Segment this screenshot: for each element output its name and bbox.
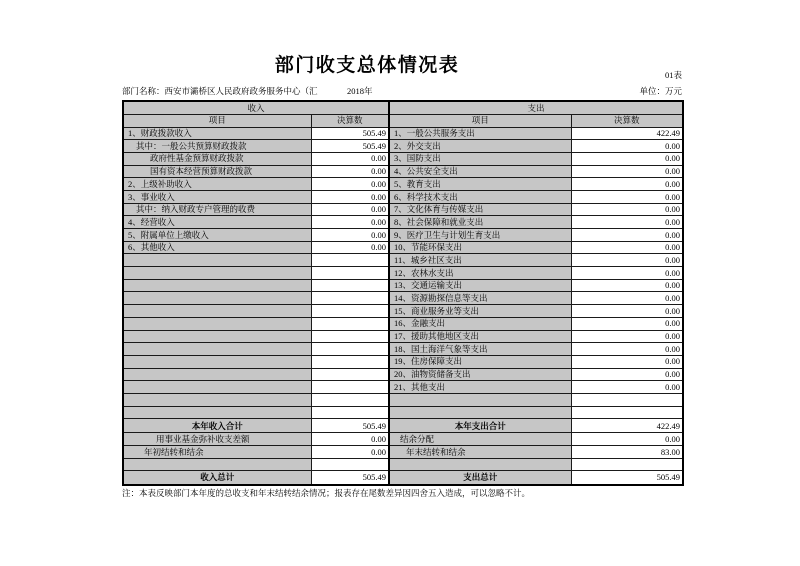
table-row	[123, 165, 683, 178]
table-row	[123, 241, 683, 254]
meta-line	[122, 85, 682, 98]
income-item-cell	[123, 267, 311, 280]
table-row	[123, 127, 683, 140]
expense-amount-cell	[571, 393, 683, 406]
table-row	[123, 152, 683, 165]
income-item-cell	[123, 406, 311, 419]
table-row	[123, 203, 683, 216]
income-item-cell: 本年收入合计	[123, 419, 311, 433]
income-amount-cell: 0.00	[311, 203, 389, 216]
expense-item-cell: 6、科学技术支出	[389, 190, 571, 203]
table-row	[123, 254, 683, 267]
table-row	[123, 140, 683, 153]
expense-item-cell: 17、援助其他地区支出	[389, 330, 571, 343]
expense-item-cell: 年末结转和结余	[389, 446, 571, 459]
income-amount-cell: 0.00	[311, 190, 389, 203]
income-item-column-header: 项目	[123, 114, 311, 127]
income-amount-cell	[311, 381, 389, 394]
income-amount-cell: 0.00	[311, 229, 389, 242]
expense-amount-cell: 0.00	[571, 279, 683, 292]
income-amount-column-header: 决算数	[311, 114, 389, 127]
expense-amount-cell: 0.00	[571, 267, 683, 280]
expense-item-cell: 4、公共安全支出	[389, 165, 571, 178]
department-name: 部门名称：西安市灞桥区人民政府政务服务中心（汇	[122, 86, 318, 96]
income-item-cell: 国有资本经营预算财政拨款	[123, 165, 311, 178]
income-item-cell	[123, 254, 311, 267]
income-amount-cell	[311, 393, 389, 406]
income-amount-cell	[311, 267, 389, 280]
income-amount-cell	[311, 330, 389, 343]
income-item-cell: 其中：纳入财政专户管理的收费	[123, 203, 311, 216]
expense-item-cell	[389, 406, 571, 419]
expense-item-cell: 1、一般公共服务支出	[389, 127, 571, 140]
income-amount-cell: 505.49	[311, 419, 389, 433]
expense-amount-cell: 0.00	[571, 292, 683, 305]
table-row	[123, 393, 683, 406]
expense-item-cell: 18、国土海洋气象等支出	[389, 343, 571, 356]
income-item-cell: 年初结转和结余	[123, 446, 311, 459]
expense-amount-cell: 0.00	[571, 355, 683, 368]
table-number: 01表	[664, 70, 682, 80]
expense-amount-cell: 0.00	[571, 381, 683, 394]
unit-label: 单位：万元	[639, 86, 682, 96]
income-item-cell	[123, 305, 311, 318]
income-item-cell	[123, 368, 311, 381]
expense-amount-cell: 0.00	[571, 305, 683, 318]
expense-amount-cell: 0.00	[571, 140, 683, 153]
expense-amount-cell: 0.00	[571, 330, 683, 343]
income-item-cell	[123, 458, 311, 471]
income-amount-cell	[311, 368, 389, 381]
expense-amount-cell: 0.00	[571, 203, 683, 216]
income-item-cell: 4、经营收入	[123, 216, 311, 229]
expense-item-column-header: 项目	[389, 114, 571, 127]
expense-amount-cell: 505.49	[571, 471, 683, 485]
income-amount-cell: 0.00	[311, 433, 389, 446]
expense-amount-cell: 0.00	[571, 241, 683, 254]
expense-amount-cell: 0.00	[571, 368, 683, 381]
expense-item-cell: 7、文化体育与传媒支出	[389, 203, 571, 216]
table-row	[123, 343, 683, 356]
expense-item-cell: 20、油物资储备支出	[389, 368, 571, 381]
income-amount-cell: 0.00	[311, 446, 389, 459]
income-item-cell	[123, 381, 311, 394]
table-row	[123, 406, 683, 419]
income-amount-cell	[311, 305, 389, 318]
summary-row	[123, 471, 683, 485]
expense-amount-cell: 0.00	[571, 433, 683, 446]
expense-amount-cell: 0.00	[571, 165, 683, 178]
expense-item-cell: 8、社会保障和就业支出	[389, 216, 571, 229]
income-amount-cell	[311, 317, 389, 330]
expense-amount-cell: 422.49	[571, 127, 683, 140]
table-row	[123, 355, 683, 368]
expense-section-header: 支出	[389, 101, 683, 114]
income-section-header: 收入	[123, 101, 389, 114]
table-row	[123, 292, 683, 305]
income-amount-cell	[311, 355, 389, 368]
expense-item-cell: 3、国防支出	[389, 152, 571, 165]
expense-item-cell: 支出总计	[389, 471, 571, 485]
table-row	[123, 229, 683, 242]
income-amount-cell	[311, 458, 389, 471]
table-row	[123, 317, 683, 330]
expense-amount-cell: 0.00	[571, 229, 683, 242]
table-row	[123, 267, 683, 280]
expense-item-cell	[389, 393, 571, 406]
income-item-cell	[123, 393, 311, 406]
expense-amount-cell: 0.00	[571, 178, 683, 191]
income-amount-cell: 505.49	[311, 140, 389, 153]
table-row	[123, 216, 683, 229]
expense-amount-cell: 0.00	[571, 254, 683, 267]
expense-amount-cell: 0.00	[571, 190, 683, 203]
expense-amount-cell: 0.00	[571, 216, 683, 229]
table-row	[123, 279, 683, 292]
expense-amount-cell	[571, 458, 683, 471]
income-item-cell: 用事业基金弥补收支差额	[123, 433, 311, 446]
income-item-cell: 5、附属单位上缴收入	[123, 229, 311, 242]
expense-item-cell: 12、农林水支出	[389, 267, 571, 280]
income-item-cell: 政府性基金预算财政拨款	[123, 152, 311, 165]
income-amount-cell	[311, 292, 389, 305]
expense-item-cell: 21、其他支出	[389, 381, 571, 394]
table-row	[123, 330, 683, 343]
table-row	[123, 368, 683, 381]
expense-amount-cell	[571, 406, 683, 419]
expense-item-cell: 14、资源勘探信息等支出	[389, 292, 571, 305]
income-amount-cell: 0.00	[311, 165, 389, 178]
income-item-cell: 1、财政拨款收入	[123, 127, 311, 140]
income-item-cell: 2、上级补助收入	[123, 178, 311, 191]
section-header-row	[123, 101, 683, 114]
expense-amount-cell: 422.49	[571, 419, 683, 433]
expense-item-cell: 结余分配	[389, 433, 571, 446]
expense-item-cell: 9、医疗卫生与计划生育支出	[389, 229, 571, 242]
expense-item-cell: 2、外交支出	[389, 140, 571, 153]
expense-item-cell: 11、城乡社区支出	[389, 254, 571, 267]
budget-table	[122, 100, 684, 486]
expense-item-cell	[389, 458, 571, 471]
expense-item-cell: 5、教育支出	[389, 178, 571, 191]
income-item-cell	[123, 317, 311, 330]
income-amount-cell: 0.00	[311, 152, 389, 165]
expense-amount-cell: 0.00	[571, 152, 683, 165]
expense-amount-cell: 83.00	[571, 446, 683, 459]
expense-item-cell: 19、住房保障支出	[389, 355, 571, 368]
income-item-cell	[123, 292, 311, 305]
income-item-cell: 6、其他收入	[123, 241, 311, 254]
income-item-cell	[123, 279, 311, 292]
income-amount-cell	[311, 406, 389, 419]
income-amount-cell: 505.49	[311, 471, 389, 485]
column-header-row	[123, 114, 683, 127]
income-item-cell: 收入总计	[123, 471, 311, 485]
expense-item-cell: 15、商业服务业等支出	[389, 305, 571, 318]
table-row	[123, 178, 683, 191]
report-year: 2018年	[347, 86, 373, 96]
table-row	[123, 446, 683, 459]
income-item-cell	[123, 343, 311, 356]
expense-item-cell: 10、节能环保支出	[389, 241, 571, 254]
page-title: 部门收支总体情况表	[274, 55, 460, 76]
income-item-cell: 3、事业收入	[123, 190, 311, 203]
expense-item-cell: 16、金融支出	[389, 317, 571, 330]
expense-amount-column-header: 决算数	[571, 114, 683, 127]
table-row	[123, 381, 683, 394]
income-amount-cell: 0.00	[311, 178, 389, 191]
table-row	[123, 433, 683, 446]
expense-amount-cell: 0.00	[571, 317, 683, 330]
income-amount-cell: 0.00	[311, 216, 389, 229]
income-item-cell: 其中：一般公共预算财政拨款	[123, 140, 311, 153]
income-amount-cell: 505.49	[311, 127, 389, 140]
summary-row	[123, 419, 683, 433]
expense-item-cell: 本年支出合计	[389, 419, 571, 433]
table-row	[123, 458, 683, 471]
income-item-cell	[123, 355, 311, 368]
income-amount-cell: 0.00	[311, 241, 389, 254]
expense-amount-cell: 0.00	[571, 343, 683, 356]
income-amount-cell	[311, 279, 389, 292]
expense-item-cell: 13、交通运输支出	[389, 279, 571, 292]
table-row	[123, 190, 683, 203]
income-item-cell	[123, 330, 311, 343]
income-amount-cell	[311, 343, 389, 356]
income-amount-cell	[311, 254, 389, 267]
table-row	[123, 305, 683, 318]
footnote: 注：本表反映部门本年度的总收支和年末结转结余情况；报表存在尾数差异因四舍五入造成，可以忽略不计。	[122, 488, 531, 498]
